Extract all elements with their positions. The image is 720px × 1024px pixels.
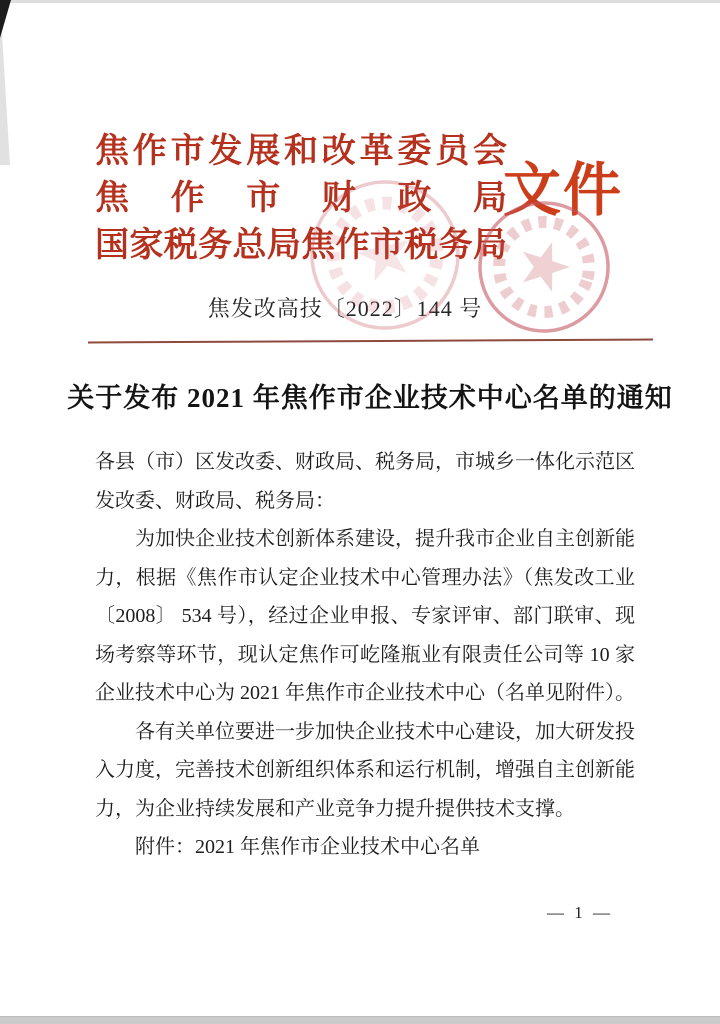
doc-body	[95, 443, 635, 867]
scan-corner-artifact	[0, 0, 11, 38]
paragraph-1: 为加快企业技术创新体系建设，提升我市企业自主创新能力，根据《焦作市认定企业技术中心管理办法》（焦发改工业〔2008〕 534 号），经过企业申报、专家评审、部门联审、现场考察等环节，现认定焦作可屹隆瓶业有限责任公司等 10 家企业技术中心为 2021 年焦作市企业技术中心（名单见附件）。	[95, 528, 635, 704]
doc-title: 关于发布 2021 年焦作市企业技术中心名单的通知	[67, 383, 673, 413]
agency-name-line-1: 焦作市发展和改革委员会	[95, 133, 507, 170]
agency-name-block	[95, 128, 507, 269]
agency-name-line-3: 国家税务总局焦作市税务局	[95, 227, 507, 264]
agency-name-line-2: 焦作市财政局	[95, 180, 507, 217]
red-header	[95, 128, 655, 269]
attachment-line: 附件：2021 年焦作市企业技术中心名单	[135, 836, 480, 858]
doc-type-label: 文件	[503, 158, 624, 223]
salutation: 各县（市）区发改委、财政局、税务局，市城乡一体化示范区发改委、财政局、税务局：	[95, 451, 635, 512]
scan-top-edge	[0, 0, 720, 3]
doc-number: 焦发改高技〔2022〕144 号	[207, 296, 483, 321]
page-number: — 1 —	[547, 903, 613, 922]
paragraph-2: 各有关单位要进一步加快企业技术中心建设，加大研发投入力度，完善技术创新组织体系和运行机制，增强自主创新能力，为企业持续发展和产业竞争力提升提供技术支撑。	[95, 720, 635, 820]
scan-bottom-edge	[0, 1016, 720, 1024]
red-separator-line	[88, 339, 653, 344]
